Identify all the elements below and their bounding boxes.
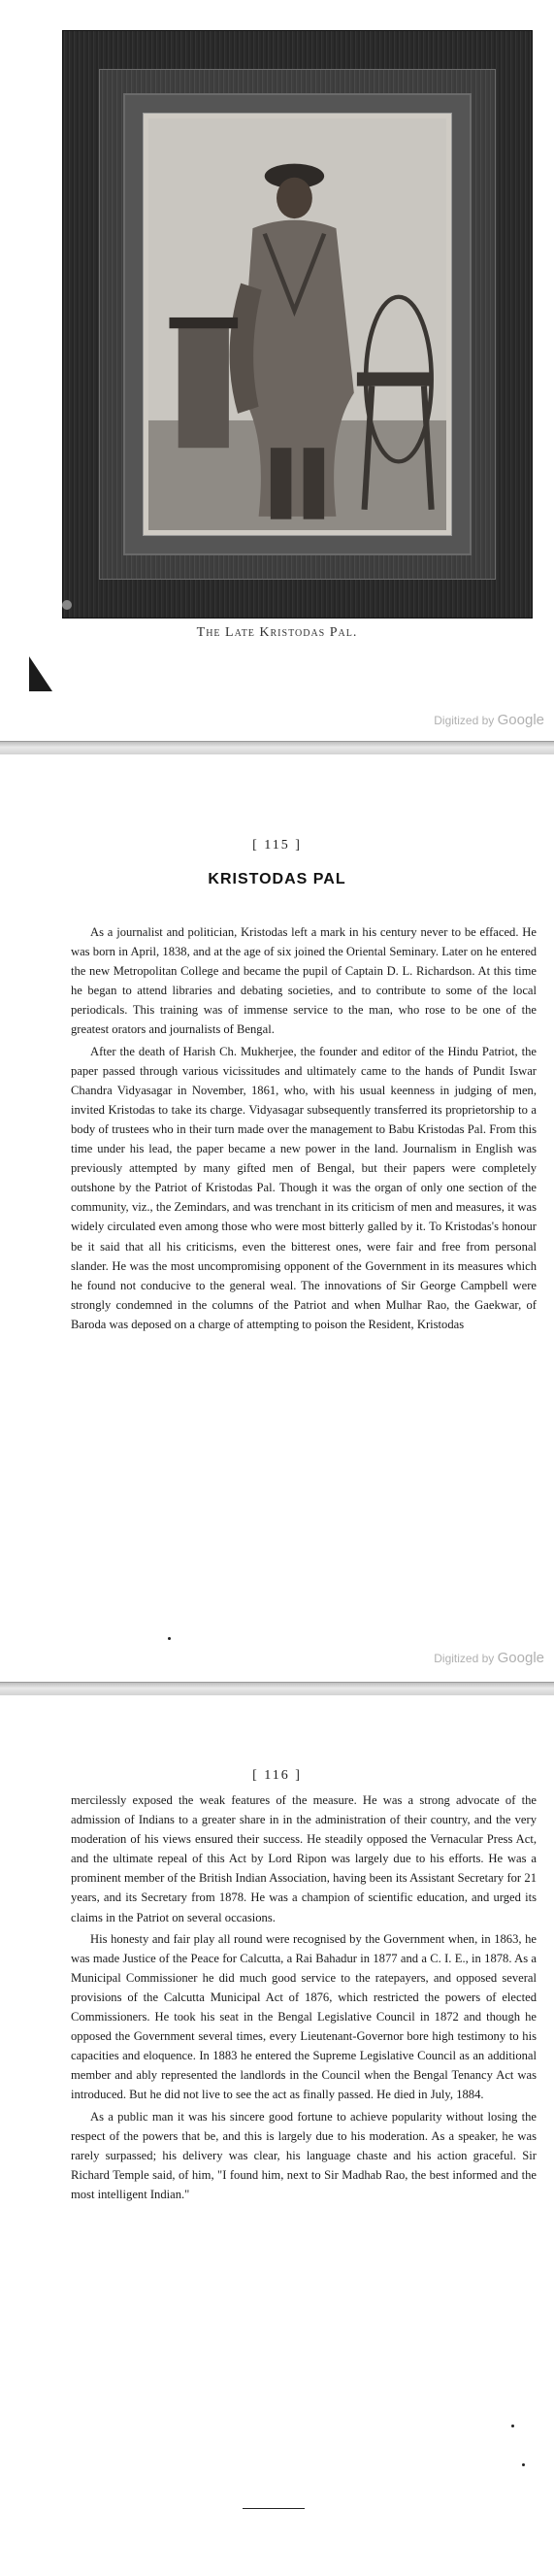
- paragraph: mercilessly exposed the weak features of the measure. He was a strong advocate of the admission of Indians to a greater share in in the administration of their country, and the very moderation of his views ensured their success. He steadily opposed the Vernacular Press Act, and the ultimate repeal of this Act by Lord Ripon was largely due to his efforts. He was a prominent member of the British Indian Association, having been its Assistant Secretary for 21 years, and its Secretary from 1878. He was a champion of scientific education, and urged its claims in the Patriot on several occasions.: [71, 1793, 537, 1924]
- plate-frame: [123, 93, 472, 555]
- plate-border: [99, 69, 496, 580]
- watermark-brand: Google: [497, 712, 544, 728]
- ink-speck: [511, 2425, 514, 2427]
- text-page-115: [0, 754, 554, 1682]
- google-watermark: [434, 712, 544, 728]
- plate-page: [0, 0, 554, 741]
- plate-caption: The Late Kristodas Pal.: [196, 625, 358, 640]
- page-number: [ 115 ]: [252, 838, 302, 853]
- body-text: [71, 1790, 537, 2204]
- portrait-plate: [62, 30, 533, 619]
- paragraph: After the death of Harish Ch. Mukherjee, the founder and editor of the Hindu Patriot, the paper passed through various vicissitudes and ultimately came to the hands of Pundit Iswar Chandra Vidyasagar in November, 1861, who, with his usual keenness in judging of men, invited Kristodas to take its charge. Vidyasagar subsequently transferred its proprietorship to a body of trustees who in their turn made over the management to Babu Kristodas Pal. From this time under his lead, the paper became a new power in the land. Journalism in English was previously attempted by many gifted men of Bengal, but their papers were completely outshone by the Patriot of Kristodas Pal. Though it was the organ of only one section of the community, viz., the Zemindars, and was trenchant in its criticism of men and measures, it was widely circulated even among those who were most bitterly galled by it. To Kristodas's honour be it said that all his criticisms, even the bitterest ones, were fair and free from personal slander. He was the most uncompromising opponent of the Government in its measures which he found not conducive to the general weal. The innovations of Sir George Campbell were strongly condemned in the columns of the Patriot and when Mulhar Rao, the Gaekwar, of Baroda was deposed on a charge of attempting to poison the Resident, Kristodas: [71, 1044, 537, 1331]
- page-number: [ 116 ]: [252, 1768, 302, 1783]
- paragraph: His honesty and fair play all round were recognised by the Government when, in 1863, he was made Justice of the Peace for Calcutta, a Rai Bahadur in 1877 and a C. I. E., in 1878. As a Municipal Commissioner he did much good service to the ratepayers, and opposed several provisions of the Calcutta Municipal Act of 1876, which restricted the powers of elected Commissioners. He took his seat in the Bengal Legislative Council in 1872 and though he opposed the Government several times, every Lieutenant-Governor bore high testimony to his capacities and eloquence. In 1883 he entered the Supreme Legislative Council as an additional member and ably represented the landlords in the Council when the Bengal Tenancy Act was introduced. But he did not live to see the act as finally passed. He died in July, 1884.: [71, 1931, 537, 2102]
- portrait-photo: [148, 118, 446, 530]
- scan-stamp: [62, 600, 72, 610]
- watermark-brand: Google: [497, 1650, 544, 1666]
- paragraph: As a public man it was his sincere good fortune to achieve popularity without losing the respect of the powers that be, and this is largely due to his moderation. As a speaker, he was rarely surpassed; his delivery was clear, his language chaste and his action graceful. Sir Richard Temple said, of him, "I found him, next to Sir Madhab Rao, the best informed and the most intelligent Indian.": [71, 2109, 537, 2201]
- watermark-prefix: Digitized by: [434, 1652, 495, 1665]
- page-corner-mark: [29, 656, 52, 691]
- photo-mat: [143, 113, 452, 536]
- watermark-prefix: Digitized by: [434, 714, 495, 727]
- portrait-figure-image: [148, 118, 446, 530]
- text-page-116: [0, 1695, 554, 2576]
- ink-speck: [168, 1637, 171, 1640]
- google-watermark: [434, 1650, 544, 1666]
- ink-speck: [522, 2463, 525, 2466]
- chapter-title: KRISTODAS PAL: [208, 871, 346, 887]
- paragraph: As a journalist and politician, Kristodas left a mark in his century never to be effaced. He was born in April, 1838, and at the age of six joined the Oriental Seminary. Later on he entered the new Metropolitan College and became the pupil of Captain D. L. Richardson. At this time he began to attend libraries and debating societies, and to contribute to some of the local periodicals. This training was of immense service to the man, who rose to be one of the greatest orators and journalists of Bengal.: [71, 925, 537, 1037]
- body-text: [71, 922, 537, 1334]
- end-rule: [243, 2508, 305, 2509]
